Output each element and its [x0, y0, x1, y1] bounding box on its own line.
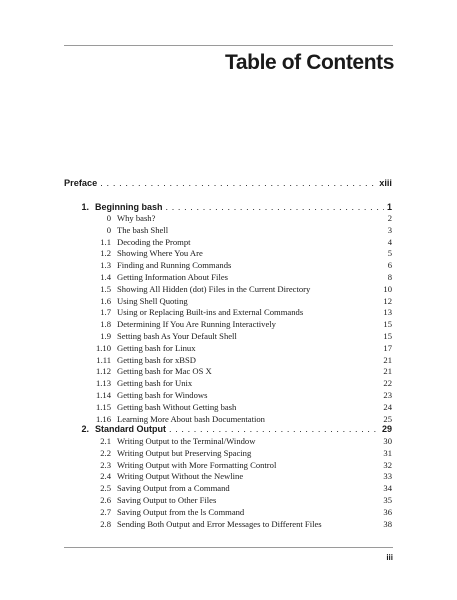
section-number: 1.13: [95, 378, 111, 389]
toc-section[interactable]: [64, 507, 392, 518]
section-number: 1.8: [100, 319, 111, 330]
section-page: 4: [387, 236, 392, 247]
section-page: 22: [383, 378, 392, 389]
toc-section[interactable]: [64, 390, 392, 401]
toc-section[interactable]: [64, 402, 392, 413]
section-title: Why bash?: [117, 213, 156, 223]
section-number: 1.12: [95, 366, 111, 377]
section-number: 1.15: [95, 401, 111, 412]
section-number: 2.4: [100, 471, 111, 482]
section-number: 0: [106, 213, 111, 223]
section-number: 1.7: [100, 307, 111, 318]
section-page: 15: [383, 331, 392, 341]
section-page: 21: [383, 354, 392, 365]
toc-section[interactable]: [64, 483, 392, 494]
section-title: Getting bash for xBSD: [117, 354, 197, 365]
section-title: Determining If You Are Running Interactively: [117, 319, 276, 330]
section-title: Saving Output to Other Files: [117, 495, 217, 505]
section-page: 13: [383, 307, 392, 318]
section-page: 12: [383, 295, 392, 306]
toc-section[interactable]: [64, 272, 392, 283]
toc-section[interactable]: [64, 284, 392, 295]
section-title: Learning More About bash Documentation: [117, 413, 265, 424]
section-number: 2.1: [100, 436, 111, 446]
preface-page: xiii: [379, 178, 392, 188]
toc-section[interactable]: [64, 319, 392, 330]
section-number: 2.3: [100, 459, 111, 470]
section-title: Saving Output from a Command: [117, 483, 230, 494]
section-page: 36: [383, 506, 392, 517]
toc-chapter-1[interactable]: [64, 202, 392, 212]
section-title: Showing All Hidden (dot) Files in the Current Directory: [117, 283, 311, 294]
page-title: Table of Contents: [225, 51, 394, 74]
section-title: Getting bash Without Getting bash: [117, 401, 237, 412]
chapter-number: 2.: [81, 424, 89, 434]
section-page: 3: [387, 224, 392, 235]
section-page: 10: [383, 283, 392, 294]
section-title: The bash Shell: [117, 224, 169, 235]
section-title: Saving Output from the ls Command: [117, 506, 245, 517]
section-number: 1.11: [96, 354, 111, 365]
toc-section[interactable]: [64, 331, 392, 342]
section-page: 17: [383, 342, 392, 353]
toc-chapter-2[interactable]: [64, 424, 392, 434]
section-number: 1.6: [100, 295, 111, 306]
chapter-title: Beginning bash: [95, 202, 163, 212]
toc-section[interactable]: [64, 355, 392, 366]
section-number: 2.2: [100, 447, 111, 458]
toc-section[interactable]: [64, 414, 392, 425]
section-page: 5: [387, 248, 392, 259]
section-number: 0: [106, 224, 111, 235]
section-page: 38: [383, 518, 392, 529]
section-page: 25: [383, 413, 392, 424]
section-title: Getting bash for Windows: [117, 390, 208, 400]
section-number: 2.5: [100, 483, 111, 494]
toc-section[interactable]: [64, 307, 392, 318]
section-page: 21: [383, 366, 392, 377]
dot-leader: [169, 424, 379, 434]
toc-section[interactable]: [64, 225, 392, 236]
toc-section[interactable]: [64, 495, 392, 506]
toc-section[interactable]: [64, 448, 392, 459]
section-title: Getting bash for Mac OS X: [117, 366, 212, 377]
section-title: Using or Replacing Built-ins and External Commands: [117, 307, 304, 318]
section-page: 30: [383, 436, 392, 446]
section-number: 1.16: [95, 413, 111, 424]
toc-section[interactable]: [64, 366, 392, 377]
section-page: 31: [383, 447, 392, 458]
dot-leader: [166, 202, 384, 212]
section-page: 24: [383, 401, 392, 412]
section-title: Getting bash for Linux: [117, 342, 196, 353]
section-number: 2.8: [100, 518, 111, 529]
section-number: 1.5: [100, 283, 111, 294]
section-title: Getting Information About Files: [117, 272, 228, 282]
toc-preface[interactable]: [64, 178, 392, 188]
section-title: Showing Where You Are: [117, 248, 203, 259]
section-page: 32: [383, 459, 392, 470]
section-title: Sending Both Output and Error Messages to Different Files: [117, 518, 322, 529]
toc-section[interactable]: [64, 248, 392, 259]
section-number: 1.3: [100, 260, 111, 271]
toc-section[interactable]: [64, 378, 392, 389]
toc-section[interactable]: [64, 471, 392, 482]
section-number: 2.6: [100, 495, 111, 505]
section-number: 1.9: [100, 331, 111, 341]
section-page: 33: [383, 471, 392, 482]
section-page: 6: [387, 260, 392, 271]
chapter-number: 1.: [81, 202, 89, 212]
top-rule: [64, 45, 393, 46]
section-title: Finding and Running Commands: [117, 260, 232, 271]
toc-section[interactable]: [64, 436, 392, 447]
dot-leader: [100, 178, 376, 188]
section-number: 1.10: [95, 342, 111, 353]
toc-section[interactable]: [64, 213, 392, 224]
toc-section[interactable]: [64, 519, 392, 530]
toc-section[interactable]: [64, 296, 392, 307]
chapter-page: 1: [386, 202, 392, 212]
section-number: 1.4: [100, 272, 111, 282]
section-title: Getting bash for Unix: [117, 378, 193, 389]
section-number: 2.7: [100, 506, 111, 517]
page-number: iii: [386, 553, 393, 562]
toc-section[interactable]: [64, 260, 392, 271]
section-page: 23: [383, 390, 392, 400]
section-number: 1.1: [100, 236, 111, 247]
section-number: 1.14: [95, 390, 111, 400]
bottom-rule: [64, 547, 393, 548]
section-page: 2: [387, 213, 392, 223]
toc-section[interactable]: [64, 237, 392, 248]
section-title: Writing Output to the Terminal/Window: [117, 436, 256, 446]
chapter-page: 29: [381, 424, 392, 434]
section-page: 8: [387, 272, 392, 282]
section-page: 34: [383, 483, 392, 494]
section-title: Setting bash As Your Default Shell: [117, 331, 237, 341]
section-page: 15: [383, 319, 392, 330]
section-number: 1.2: [100, 248, 111, 259]
preface-label: Preface: [64, 178, 98, 188]
section-title: Writing Output but Preserving Spacing: [117, 447, 252, 458]
section-title: Decoding the Prompt: [117, 236, 191, 247]
section-page: 35: [383, 495, 392, 505]
section-title: Writing Output Without the Newline: [117, 471, 244, 482]
chapter-title: Standard Output: [95, 424, 166, 434]
section-title: Using Shell Quoting: [117, 295, 188, 306]
section-title: Writing Output with More Formatting Control: [117, 459, 277, 470]
toc-section[interactable]: [64, 343, 392, 354]
toc-section[interactable]: [64, 460, 392, 471]
